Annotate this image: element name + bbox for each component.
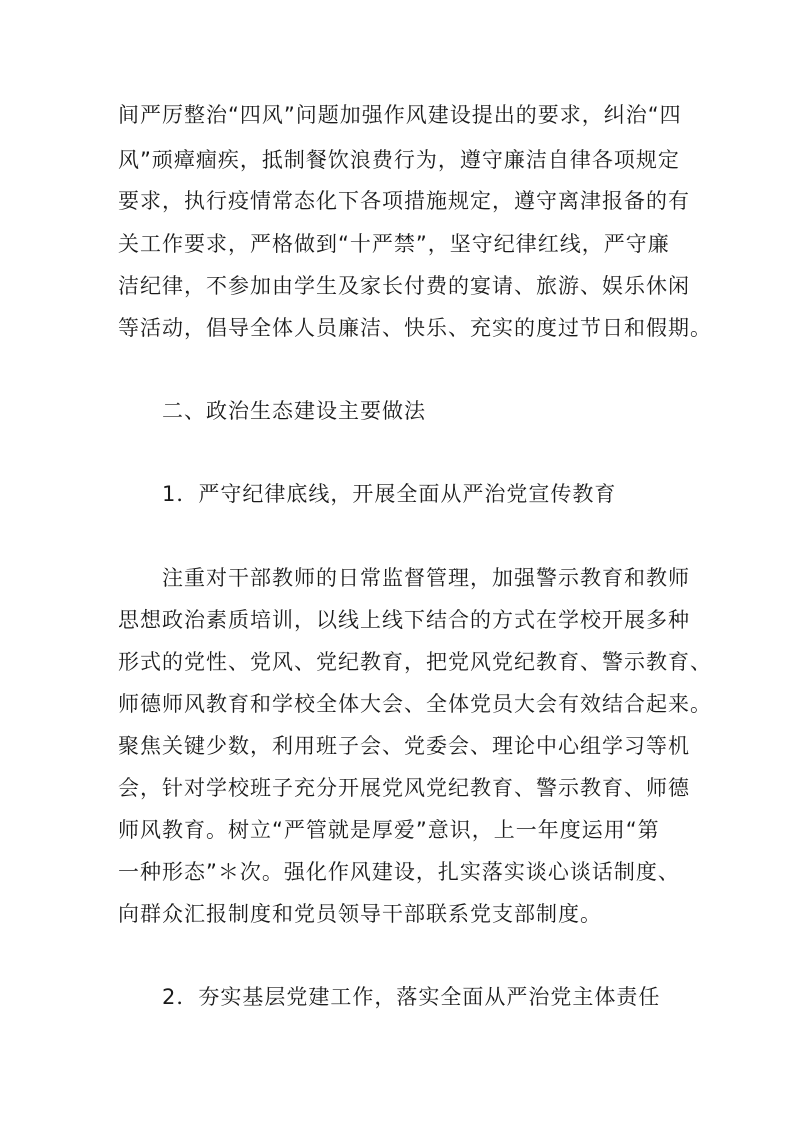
paragraph-line: 间严厉整治“四风”问题加强作风建设提出的要求，纠治“四 [118, 103, 682, 127]
paragraph-line: 形式的党性、党风、党纪教育，把党风党纪教育、警示教育、 [118, 650, 712, 674]
paragraph-line: 向群众汇报制度和党员领导干部联系党支部制度。 [118, 902, 602, 926]
subheading-1: 1．严守纪律底线，开展全面从严治党宣传教育 [162, 482, 617, 506]
paragraph-line: 聚焦关键少数，利用班子会、党委会、理论中心组学习等机 [118, 734, 690, 758]
paragraph-line: 师德师风教育和学校全体大会、全体党员大会有效结合起来。 [118, 692, 712, 716]
paragraph-line: 注重对干部教师的日常监督管理，加强警示教育和教师 [162, 566, 690, 590]
paragraph-line: 一种形态”＊次。强化作风建设，扎实落实谈心谈话制度、 [118, 860, 680, 884]
section-heading: 二、政治生态建设主要做法 [162, 399, 426, 423]
paragraph-line: 关工作要求，严格做到“十严禁”，坚守纪律红线，严守廉 [118, 232, 670, 256]
paragraph-line: 思想政治素质培训，以线上线下结合的方式在学校开展多种 [118, 608, 690, 632]
paragraph-line: 会，针对学校班子充分开展党风党纪教育、警示教育、师德 [118, 776, 690, 800]
paragraph-line: 等活动，倡导全体人员廉洁、快乐、充实的度过节日和假期。 [118, 316, 712, 340]
paragraph-line: 洁纪律，不参加由学生及家长付费的宴请、旅游、娱乐休闲 [118, 274, 690, 298]
paragraph-line: 风”顽瘴痼疾，抵制餐饮浪费行为，遵守廉洁自律各项规定 [118, 148, 680, 172]
subheading-2: 2．夯实基层党建工作，落实全面从严治党主体责任 [162, 985, 661, 1009]
paragraph-line: 要求，执行疫情常态化下各项措施规定，遵守离津报备的有 [118, 189, 690, 213]
paragraph-line: 师风教育。树立“严管就是厚爱”意识，上一年度运用“第 [118, 818, 660, 842]
